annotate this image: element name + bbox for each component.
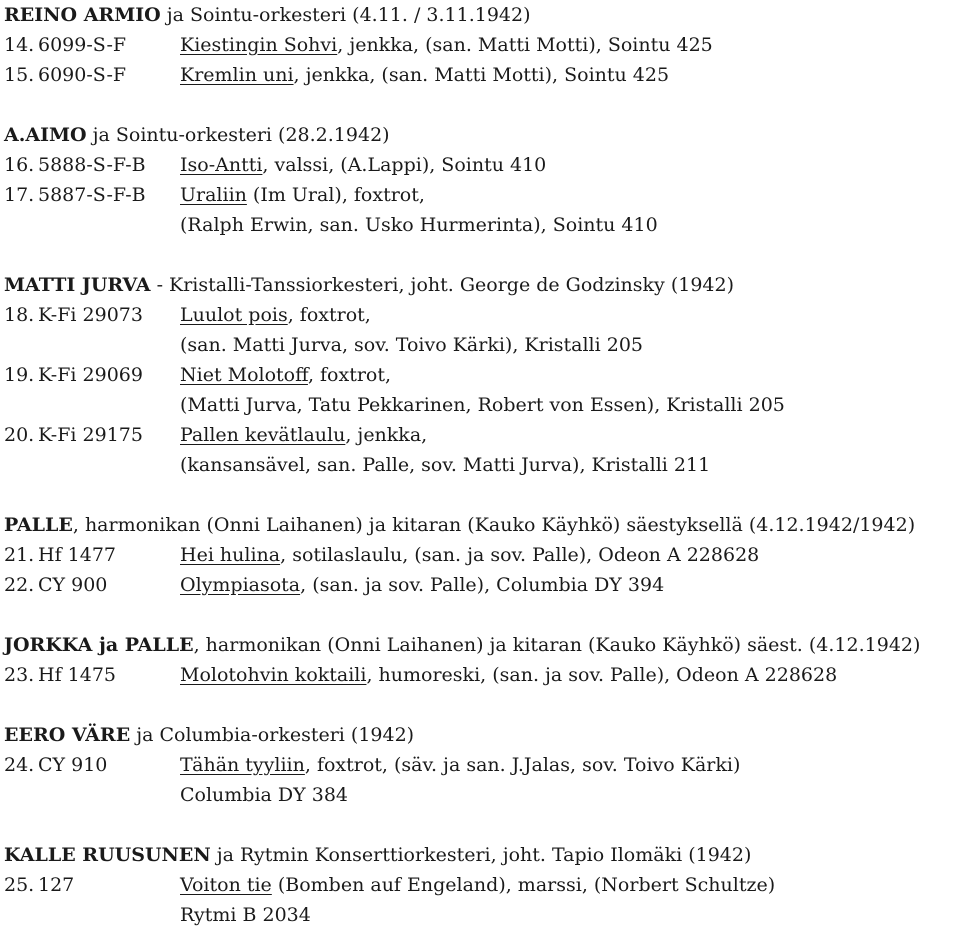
entry-row (4, 874, 775, 896)
entry-continuation: (kansansävel, san. Palle, sov. Matti Jurva), Kristalli 211 (180, 454, 711, 476)
entry-row (4, 184, 425, 206)
artist-header (4, 724, 414, 746)
artist-header (4, 514, 915, 536)
entry-row (4, 364, 391, 386)
entry-details: , foxtrot, (säv. ja san. J.Jalas, sov. Toivo Kärki) (304, 754, 741, 776)
entry-row (4, 754, 740, 776)
entry-catalog: 5887-S-F-B (38, 184, 146, 206)
artist-name: MATTI JURVA (4, 274, 151, 296)
entry-title: Kiestingin Sohvi (180, 34, 338, 56)
entry-title: Niet Molotoff (180, 364, 308, 386)
entry-number: 24. (4, 754, 35, 776)
entry-number: 19. (4, 364, 35, 386)
entry-catalog: CY 910 (38, 754, 108, 776)
entry-row (4, 424, 427, 446)
entry-row (4, 544, 759, 566)
artist-header (4, 634, 920, 656)
entry-details: , valssi, (A.Lappi), Sointu 410 (262, 154, 547, 176)
artist-name: KALLE RUUSUNEN (4, 844, 211, 866)
artist-desc: ja Columbia-orkesteri (1942) (130, 724, 415, 746)
artist-header (4, 124, 390, 146)
artist-name: JORKKA ja PALLE (4, 634, 194, 656)
entry-title: Tähän tyyliin (180, 754, 305, 776)
entry-details: , jenkka, (345, 424, 428, 446)
entry-details: , foxtrot, (307, 364, 392, 386)
entry-details: , jenkka, (san. Matti Motti), Sointu 425 (293, 64, 670, 86)
entry-details: , sotilaslaulu, (san. ja sov. Palle), Odeon A 228628 (280, 544, 760, 566)
entry-title: Kremlin uni (180, 64, 294, 86)
entry-number: 21. (4, 544, 35, 566)
entry-title: Hei hulina (180, 544, 281, 566)
entry-catalog: K-Fi 29175 (38, 424, 143, 446)
artist-name: REINO ARMIO (4, 4, 161, 26)
entry-number: 22. (4, 574, 35, 596)
entry-continuation: Columbia DY 384 (180, 784, 348, 806)
entry-number: 15. (4, 64, 35, 86)
entry-catalog: 6090-S-F (38, 64, 127, 86)
entry-continuation: (san. Matti Jurva, sov. Toivo Kärki), Kristalli 205 (180, 334, 644, 356)
entry-catalog: Hf 1475 (38, 664, 116, 686)
entry-details: , jenkka, (san. Matti Motti), Sointu 425 (337, 34, 713, 56)
artist-desc: ja Sointu-orkesteri (28.2.1942) (86, 124, 390, 146)
entry-catalog: 5888-S-F-B (38, 154, 146, 176)
entry-continuation: (Ralph Erwin, san. Usko Hurmerinta), Sointu 410 (180, 214, 658, 236)
entry-number: 17. (4, 184, 35, 206)
entry-row (4, 64, 669, 86)
entry-title: Pallen kevätlaulu (180, 424, 346, 446)
artist-desc: ja Sointu-orkesteri (4.11. / 3.11.1942) (160, 4, 531, 26)
entry-row (4, 304, 371, 326)
artist-name: EERO VÄRE (4, 724, 131, 746)
artist-desc: - Kristalli-Tanssiorkesteri, joht. George de Godzinsky (1942) (150, 274, 734, 296)
entry-number: 16. (4, 154, 35, 176)
artist-desc: , harmonikan (Onni Laihanen) ja kitaran (Kauko Käyhkö) säest. (4.12.1942) (193, 634, 921, 656)
artist-header (4, 4, 531, 26)
entry-row (4, 34, 713, 56)
entry-title: Molotohvin koktaili (180, 664, 367, 686)
entry-title: Olympiasota (180, 574, 301, 596)
entry-continuation: (Matti Jurva, Tatu Pekkarinen, Robert von Essen), Kristalli 205 (180, 394, 785, 416)
entry-number: 18. (4, 304, 35, 326)
entry-number: 23. (4, 664, 35, 686)
entry-row (4, 154, 546, 176)
entry-title: Iso-Antti (180, 154, 263, 176)
entry-catalog: CY 900 (38, 574, 108, 596)
entry-row (4, 574, 664, 596)
artist-header (4, 274, 734, 296)
entry-details: , (san. ja sov. Palle), Columbia DY 394 (300, 574, 665, 596)
artist-name: A.AIMO (4, 124, 87, 146)
entry-number: 25. (4, 874, 35, 896)
entry-title: Luulot pois (180, 304, 288, 326)
entry-catalog: 127 (38, 874, 75, 896)
entry-details: , foxtrot, (287, 304, 371, 326)
entry-details: (Im Ural), foxtrot, (246, 184, 425, 206)
artist-desc: , harmonikan (Onni Laihanen) ja kitaran (Kauko Käyhkö) säestyksellä (4.12.1942/1942) (72, 514, 916, 536)
artist-desc: ja Rytmin Konserttiorkesteri, joht. Tapio Ilomäki (1942) (210, 844, 752, 866)
entry-details: (Bomben auf Engeland), marssi, (Norbert Schultze) (271, 874, 776, 896)
entry-continuation: Rytmi B 2034 (180, 904, 311, 926)
entry-number: 20. (4, 424, 35, 446)
entry-row (4, 664, 837, 686)
entry-catalog: Hf 1477 (38, 544, 116, 566)
entry-details: , humoreski, (san. ja sov. Palle), Odeon A 228628 (366, 664, 838, 686)
entry-catalog: 6099-S-F (38, 34, 127, 56)
entry-title: Voiton tie (180, 874, 272, 896)
artist-header (4, 844, 751, 866)
entry-title: Uraliin (180, 184, 247, 206)
entry-number: 14. (4, 34, 35, 56)
entry-catalog: K-Fi 29069 (38, 364, 143, 386)
artist-name: PALLE (4, 514, 73, 536)
entry-catalog: K-Fi 29073 (38, 304, 143, 326)
